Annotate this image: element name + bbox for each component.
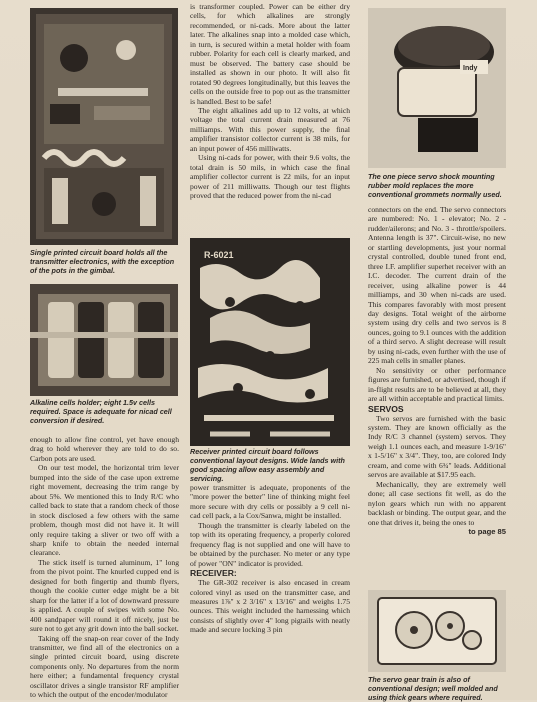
receiver-board-photo [190,238,350,446]
servo-gear-caption: The servo gear train is also of conventional design; well molded and using thick gears where required. [368,675,498,702]
paragraph: Though the transmitter is clearly labeled on the top with its operating frequency, a properly colored frequency flag is not supplied and one will have to be obtained by the purchaser. No meter or any type of power "ON" indicator is provided. [190,520,350,568]
board-label: R-6021 [204,250,234,260]
paragraph: connectors on the end. The servo connectors are numbered: No. 1 - elevator; No. 2 - rudder/ailerons; and No. 3 - throttle/spoilers. Antenna length is 37". Circuit-wise, no new or startling developments, just your normal crystal controlled, double tuned front end, three I.F. amplifier superhet receiver with an I.C. decoder. The current drain of the receiver, using alkaline power is 44 milliamps, and 30 when ni-cads are used. This compares favorably with most present day designs. Total weight of the airborne system using dry cells and two servos is 8 ounces, going to 9.1 ounces with the addition of a third servo. A slight decrease will result by using ni-cads, even further with the use of 225 mah cells in smaller planes. [368,205,506,366]
cells-holder-caption: Alkaline cells holder; eight 1.5v cells required. Space is adequate for nicad cell conversion if desired. [30,398,172,425]
servo-gear-photo [368,590,506,672]
paragraph: On our test model, the horizontal trim lever bumped into the side of the case upon extreme right movement, decreasing the trim range by about 5%. We mentioned this to Indy R/C who called back to state that a random check of those in stock disclosed a few others with the same problem, though most did not have it. It will only require taking a sliver or two off with a sharp knife to obtain the needed internal clearance. [30,463,179,558]
paragraph: Two servos are furnished with the basic system. They are known officially as the Indy R/C 3 channel (system) servos. They weigh 1.1 ounces each, and measure 1-9/16" x 1-5/16" x 3/4". They, too, are colored Indy cream, and come with 6¾" leads. Additional servos are available at $17.95 each. [368,413,506,480]
paragraph: enough to allow fine control, yet have enough drag to hold wherever they are told to do so. Carbon pots are used. [30,435,179,463]
paragraph: Mechanically, they are extremely well done; all case sections fit well, as do the nylon gears which run with no apparent backlash or binding. The output gear, and the one that drives it, being the ones to [368,479,506,527]
servo-mount-photo-icon [368,8,506,168]
paragraph: The stick itself is turned aluminum, 1" long from the pivot point. The knurled cupped end is designed for both fingertip and thumb flyers, though the cookie cutter edge might be a bit sharp for the latter if a lot of downward pressure is applied. A couple of swipes with some No. 400 sandpaper will round it off nicely, just be sure not to get any grit down into the ball socket. [30,557,179,634]
paragraph: Taking off the snap-on rear cover of the Indy transmitter, we find all of the electronics on a single printed circuit board, using discrete components only. No departures from the norm here either; a fundamental frequency crystal oscillator drives a single transistor RF amplifier to which the output of the encoder/modulator [30,633,179,700]
column-2-bottom [190,483,350,635]
servos-heading: SERVOS [368,403,404,414]
servo-mount-caption: The one piece servo shock mounting rubber mold replaces the more conventional grommets normally used. [368,172,502,199]
paragraph: The eight alkalines add up to 12 volts, at which voltage the total current drain measured at 76 milliamps. With this power supply, the final amplifier transistor collector current is 38 mils, for an input power of 456 milliwatts. [190,105,350,153]
column-1-bottom [30,435,179,700]
servo-mount-photo [368,8,506,168]
servo-label: Indy [463,65,478,72]
paragraph: The GR-302 receiver is also encased in cream colored vinyl as used on the transmitter case, and measures 1⅞" x 2 3/16" x 13/16" and weighs 1.75 ounces. This weight included the harnessing which consists of slightly over 4" long pigtails with neatly made and secure locking 3 pin [190,578,350,635]
column-2-top [190,2,350,201]
paragraph: Using ni-cads for power, with their 9.6 volts, the total drain is 50 mils, in which case the final amplifier collector current is 22 mils, for an input power of 211 milliwatts. Though our test flights proved that the reduced power from the ni-cad [190,153,350,201]
paragraph: power transmitter is adequate, proponents of the "more power the better" line of thinking might feel more secure with dry cells or possibly a 9 cell ni-cad cell pack, a la Cox/Sanwa, might be installed. [190,483,350,521]
cells-holder-photo [30,284,178,396]
receiver-board-caption: Receiver printed circuit board follows conventional layout designs. Wide lands with good spacing allow easy assembly and servicing. [190,447,345,483]
pcb-photo-icon [190,238,350,446]
continued-link[interactable]: to page 85 [468,526,506,536]
paragraph: is transformer coupled. Power can be either dry cells, for which alkalines are strongly recommended, or ni-cads. More about the latter later. The alkalines snap into a molded case which, in turn, is secured within a metal holder with foam rubber. Polarity for each cell is clearly marked, and must be observed. The battery case should be installed as shown in our photo. It will also fit rotated 90 degrees longitudinally, but this leaves the cells on the outside free to pop out as the transmitter is handled. Best to be safe! [190,2,350,106]
receiver-heading: RECEIVER: [190,568,237,579]
circuit-board-photo-icon [30,8,178,245]
transmitter-board-photo [30,8,178,245]
gear-train-photo-icon [368,590,506,672]
cell-holder-photo-icon [30,284,178,396]
transmitter-board-caption: Single printed circuit board holds all the transmitter electronics, with the exception of the pots in the gimbal. [30,248,175,275]
paragraph: No sensitivity or other performance figures are furnished, or advertised, though if in-flight results are to be believed at all, they are all within acceptable and practical limits. [368,365,506,404]
column-3 [368,205,506,536]
